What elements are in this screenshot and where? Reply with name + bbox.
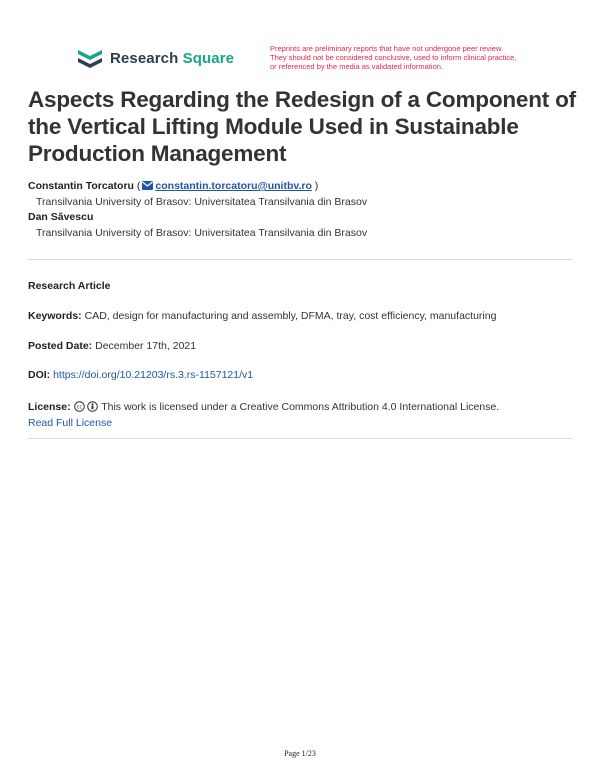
license-label: License: xyxy=(28,401,71,413)
posted-date-row xyxy=(28,340,578,352)
logo-word-square: Square xyxy=(182,49,235,67)
author-entry xyxy=(28,210,578,225)
author-affiliation: Transilvania University of Brasov: Universitatea Transilvania din Brasov xyxy=(36,196,368,208)
logo-word-research: Research xyxy=(110,49,179,67)
attribution-icon xyxy=(87,401,98,412)
preprint-notice-line: or referenced by the media as validated information. xyxy=(270,62,444,71)
keywords-row xyxy=(28,310,578,322)
creative-commons-icon xyxy=(74,401,85,412)
article-title: Aspects Regarding the Redesign of a Component of the Vertical Lifting Module Used in Sustainable Production Management xyxy=(28,87,576,166)
keywords-label: Keywords: xyxy=(28,310,82,322)
page-number: Page 1/23 xyxy=(284,749,316,758)
author-affiliation: Transilvania University of Brasov: Universitatea Transilvania din Brasov xyxy=(36,227,368,239)
read-full-license-link[interactable]: Read Full License xyxy=(28,417,113,429)
article-type-value: Research Article xyxy=(28,280,111,292)
research-square-logo-icon xyxy=(76,46,104,70)
posted-date-value: December 17th, 2021 xyxy=(95,340,197,352)
author-name: Dan Săvescu xyxy=(28,211,94,223)
section-divider xyxy=(28,438,573,439)
doi-link[interactable]: https://doi.org/10.21203/rs.3.rs-1157121/v1 xyxy=(53,369,254,381)
license-text: This work is licensed under a Creative Commons Attribution 4.0 International License. xyxy=(101,401,500,413)
posted-date-label: Posted Date: xyxy=(28,340,93,352)
author-entry: Constantin Torcatoru ( constantin.torcatoru@unitbv.ro ) xyxy=(28,180,319,192)
keywords-value: CAD, design for manufacturing and assembly, DFMA, tray, cost efficiency, manufacturing xyxy=(84,310,497,322)
svg-text:cc: cc xyxy=(76,404,82,411)
preprint-notice xyxy=(270,44,570,71)
author-list xyxy=(28,179,578,241)
author-name: Constantin Torcatoru xyxy=(28,180,134,192)
envelope-icon xyxy=(142,181,153,190)
preprint-notice-line: They should not be considered conclusive, used to inform clinical practice, xyxy=(270,53,517,62)
preprint-notice-line: Preprints are preliminary reports that have not undergone peer review. xyxy=(270,44,504,53)
section-divider xyxy=(28,259,573,260)
article-type xyxy=(28,280,578,292)
page-header xyxy=(0,0,600,80)
doi-label: DOI: xyxy=(28,369,51,381)
research-square-logo[interactable] xyxy=(76,46,234,70)
license-row xyxy=(28,399,578,431)
doi-row xyxy=(28,369,578,381)
author-email-link[interactable]: constantin.torcatoru@unitbv.ro xyxy=(155,180,312,192)
